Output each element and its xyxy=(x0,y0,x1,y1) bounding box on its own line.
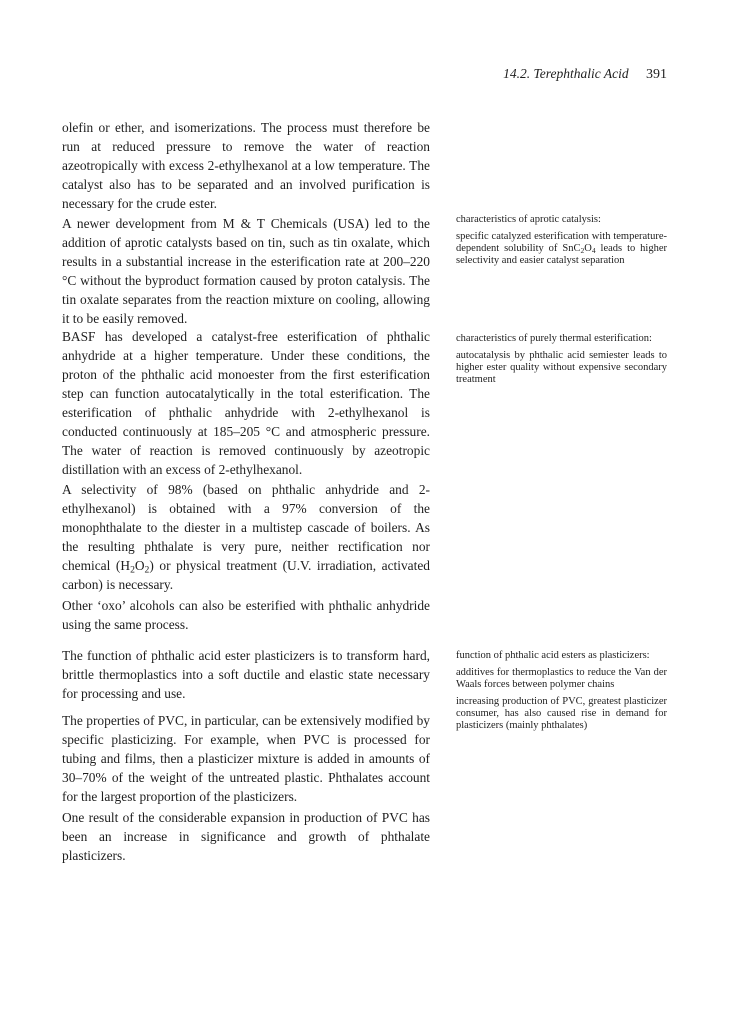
margin-note-body: increasing production of PVC, greatest plasticizer consumer, has also caused rise in demand for plasticizers (mainly phthalates) xyxy=(456,696,667,732)
running-header xyxy=(503,66,667,83)
section-title: 14.2. Terephthalic Acid xyxy=(503,66,629,81)
paragraph-text: The properties of PVC, in particular, can be extensively modified by specific plasticizing. For example, when PVC is processed for tubing and films, then a plasticizer mixture is added in amounts of 30–70% of the weight of the untreated plastic. Phthalates account for the largest proportion of the plasticizers. xyxy=(62,713,430,805)
margin-note-aprotic xyxy=(456,214,667,267)
main-paragraph-5 xyxy=(62,596,430,634)
paragraph-text: A selectivity of 98% (based on phthalic anhydride and 2-ethylhexanol) is obtained with a 97% conversion of the monophthalate to the diester in a multistep cascade of boilers. As the resulting phthalate is very pure, neither rectification nor chemical $(H_2O_2)$ or physical treatment (U.V. irradiation, activated carbon) is necessary. xyxy=(62,482,430,593)
main-paragraph-2 xyxy=(62,214,430,328)
margin-note-body: autocatalysis by phthalic acid semiester leads to higher ester quality without expensive secondary treatment xyxy=(456,350,667,386)
margin-note-title: characteristics of purely thermal esterification: xyxy=(456,333,652,344)
paragraph-text: Other ‘oxo’ alcohols can also be esterified with phthalic anhydride using the same process. xyxy=(62,598,430,633)
paragraph-text: olefin or ether, and isomerizations. The process must therefore be run at reduced pressure to remove the water of reaction azeotropically with excess 2-ethylhexanol at a low temperature. The catalyst also has to be separated and an involved purification is necessary for the crude ester. xyxy=(62,120,430,212)
margin-note-title: function of phthalic acid esters as plasticizers: xyxy=(456,650,650,661)
main-paragraph-8 xyxy=(62,808,430,865)
margin-note-thermal xyxy=(456,333,667,386)
margin-note-plasticizers xyxy=(456,650,667,733)
main-paragraph-3 xyxy=(62,327,430,479)
paragraph-text: BASF has developed a catalyst-free esterification of phthalic anhydride at a higher temperature. Under these conditions, the proton of the phthalic acid monoester from the first esterification step can function autocatalytically in the total esterification. The esterification of phthalic anhydride with 2-ethylhexanol is conducted continuously at 185–205 °C and atmospheric pressure. The water of reaction is removed continuously by azeotropic distillation with an excess of 2-ethylhexanol. xyxy=(62,329,430,478)
paragraph-text: The function of phthalic acid ester plasticizers is to transform hard, brittle thermoplastics into a soft ductile and elastic state necessary for processing and use. xyxy=(62,648,430,702)
main-paragraph-1 xyxy=(62,118,430,213)
main-paragraph-6 xyxy=(62,646,430,703)
margin-note-body: additives for thermoplastics to reduce the Van der Waals forces between polymer chains xyxy=(456,667,667,691)
main-paragraph-4 xyxy=(62,480,430,594)
paragraph-text: A newer development from M & T Chemicals (USA) led to the addition of aprotic catalysts based on tin, such as tin oxalate, which results in a substantial increase in the esterification rate at 200–220 °C without the byproduct formation caused by proton catalysis. The tin oxalate separates from the reaction mixture on cooling, allowing it to be easily removed. xyxy=(62,216,430,327)
margin-note-body: specific catalyzed esterification with temperature-dependent solubility of $SnC_2O_4$ leads to higher selectivity and easier catalyst separation xyxy=(456,231,667,267)
paragraph-text: One result of the considerable expansion in production of PVC has been an increase in significance and growth of phthalate plasticizers. xyxy=(62,810,430,864)
page-number: 391 xyxy=(646,67,667,82)
main-paragraph-7 xyxy=(62,711,430,806)
margin-note-title: characteristics of aprotic catalysis: xyxy=(456,214,601,225)
